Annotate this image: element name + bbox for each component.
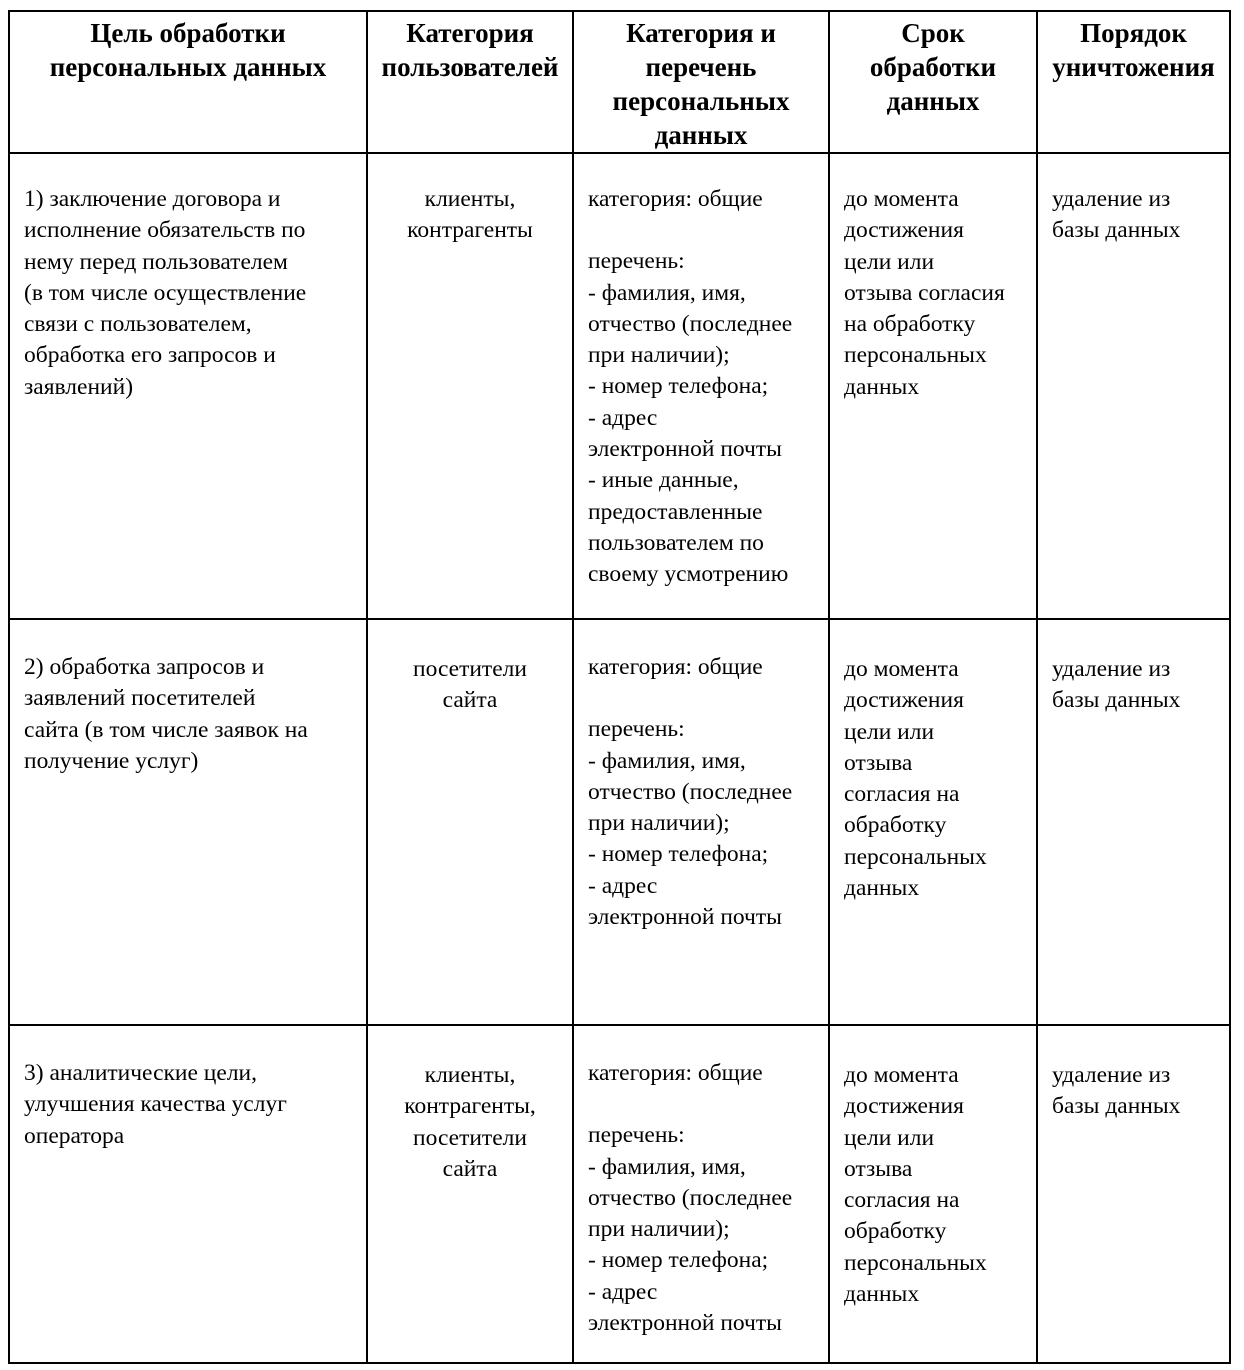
- header-users-label: Категория пользователей: [381, 18, 559, 82]
- purpose-text: 2) обработка запросов и заявлений посетителей сайта (в том числе заявок на получение услуг): [24, 654, 308, 774]
- users-cell: [367, 619, 573, 1025]
- term-cell: [829, 1025, 1037, 1363]
- header-users: [367, 11, 573, 153]
- header-term-label: Срок обработки данных: [869, 18, 997, 116]
- users-cell: [367, 153, 573, 619]
- users-text: клиенты, контрагенты: [407, 186, 533, 244]
- term-cell: [829, 153, 1037, 619]
- purpose-text: 3) аналитические цели, улучшения качества услуг оператора: [24, 1060, 287, 1149]
- header-data-label: Категория и перечень персональных данных: [612, 18, 790, 150]
- purpose-text: 1) заключение договора и исполнение обязательств по нему перед пользователем (в том числе осуществление связи с пользователем, обработка его запросов и заявлений): [24, 186, 307, 400]
- term-text: до момента достижения цели или отзыва согласия на обработку персональных данных: [844, 656, 987, 902]
- table-row: [9, 153, 1230, 619]
- data-cell: [573, 153, 829, 619]
- destruction-cell: [1037, 1025, 1230, 1363]
- header-purpose-label: Цель обработки персональных данных: [49, 18, 327, 82]
- data-category-text: категория: общие: [588, 186, 763, 212]
- table-header-row: [9, 11, 1230, 153]
- data-list-text: перечень: - фамилия, имя, отчество (последнее при наличии); - номер телефона; - адрес электронной почты: [588, 1122, 793, 1337]
- destruction-text: удаление из базы данных: [1052, 656, 1181, 714]
- purpose-cell: [9, 1025, 367, 1363]
- term-cell: [829, 619, 1037, 1025]
- destruction-cell: [1037, 153, 1230, 619]
- term-text: до момента достижения цели или отзыва согласия на обработку персональных данных: [844, 1062, 987, 1308]
- destruction-text: удаление из базы данных: [1052, 186, 1181, 244]
- users-cell: [367, 1025, 573, 1363]
- purpose-cell: [9, 153, 367, 619]
- header-purpose: [9, 11, 367, 153]
- term-text: до момента достижения цели или отзыва согласия на обработку персональных данных: [844, 186, 1005, 400]
- users-text: посетители сайта: [413, 656, 527, 714]
- purpose-cell: [9, 619, 367, 1025]
- data-list-text: перечень: - фамилия, имя, отчество (последнее при наличии); - номер телефона; - адрес электронной почты - иные данные, предоставленные пользователем по своему усмотрению: [588, 248, 793, 588]
- personal-data-processing-table: [8, 10, 1231, 1364]
- data-cell: [573, 1025, 829, 1363]
- data-category-text: категория: общие: [588, 1060, 763, 1086]
- table-row: [9, 1025, 1230, 1363]
- table-row: [9, 619, 1230, 1025]
- data-list-text: перечень: - фамилия, имя, отчество (последнее при наличии); - номер телефона; - адрес электронной почты: [588, 716, 793, 931]
- destruction-text: удаление из базы данных: [1052, 1062, 1181, 1120]
- data-category-text: категория: общие: [588, 654, 763, 680]
- users-text: клиенты, контрагенты, посетители сайта: [404, 1062, 536, 1182]
- header-term: [829, 11, 1037, 153]
- header-data: [573, 11, 829, 153]
- header-destruction-label: Порядок уничтожения: [1052, 18, 1215, 82]
- destruction-cell: [1037, 619, 1230, 1025]
- header-destruction: [1037, 11, 1230, 153]
- data-cell: [573, 619, 829, 1025]
